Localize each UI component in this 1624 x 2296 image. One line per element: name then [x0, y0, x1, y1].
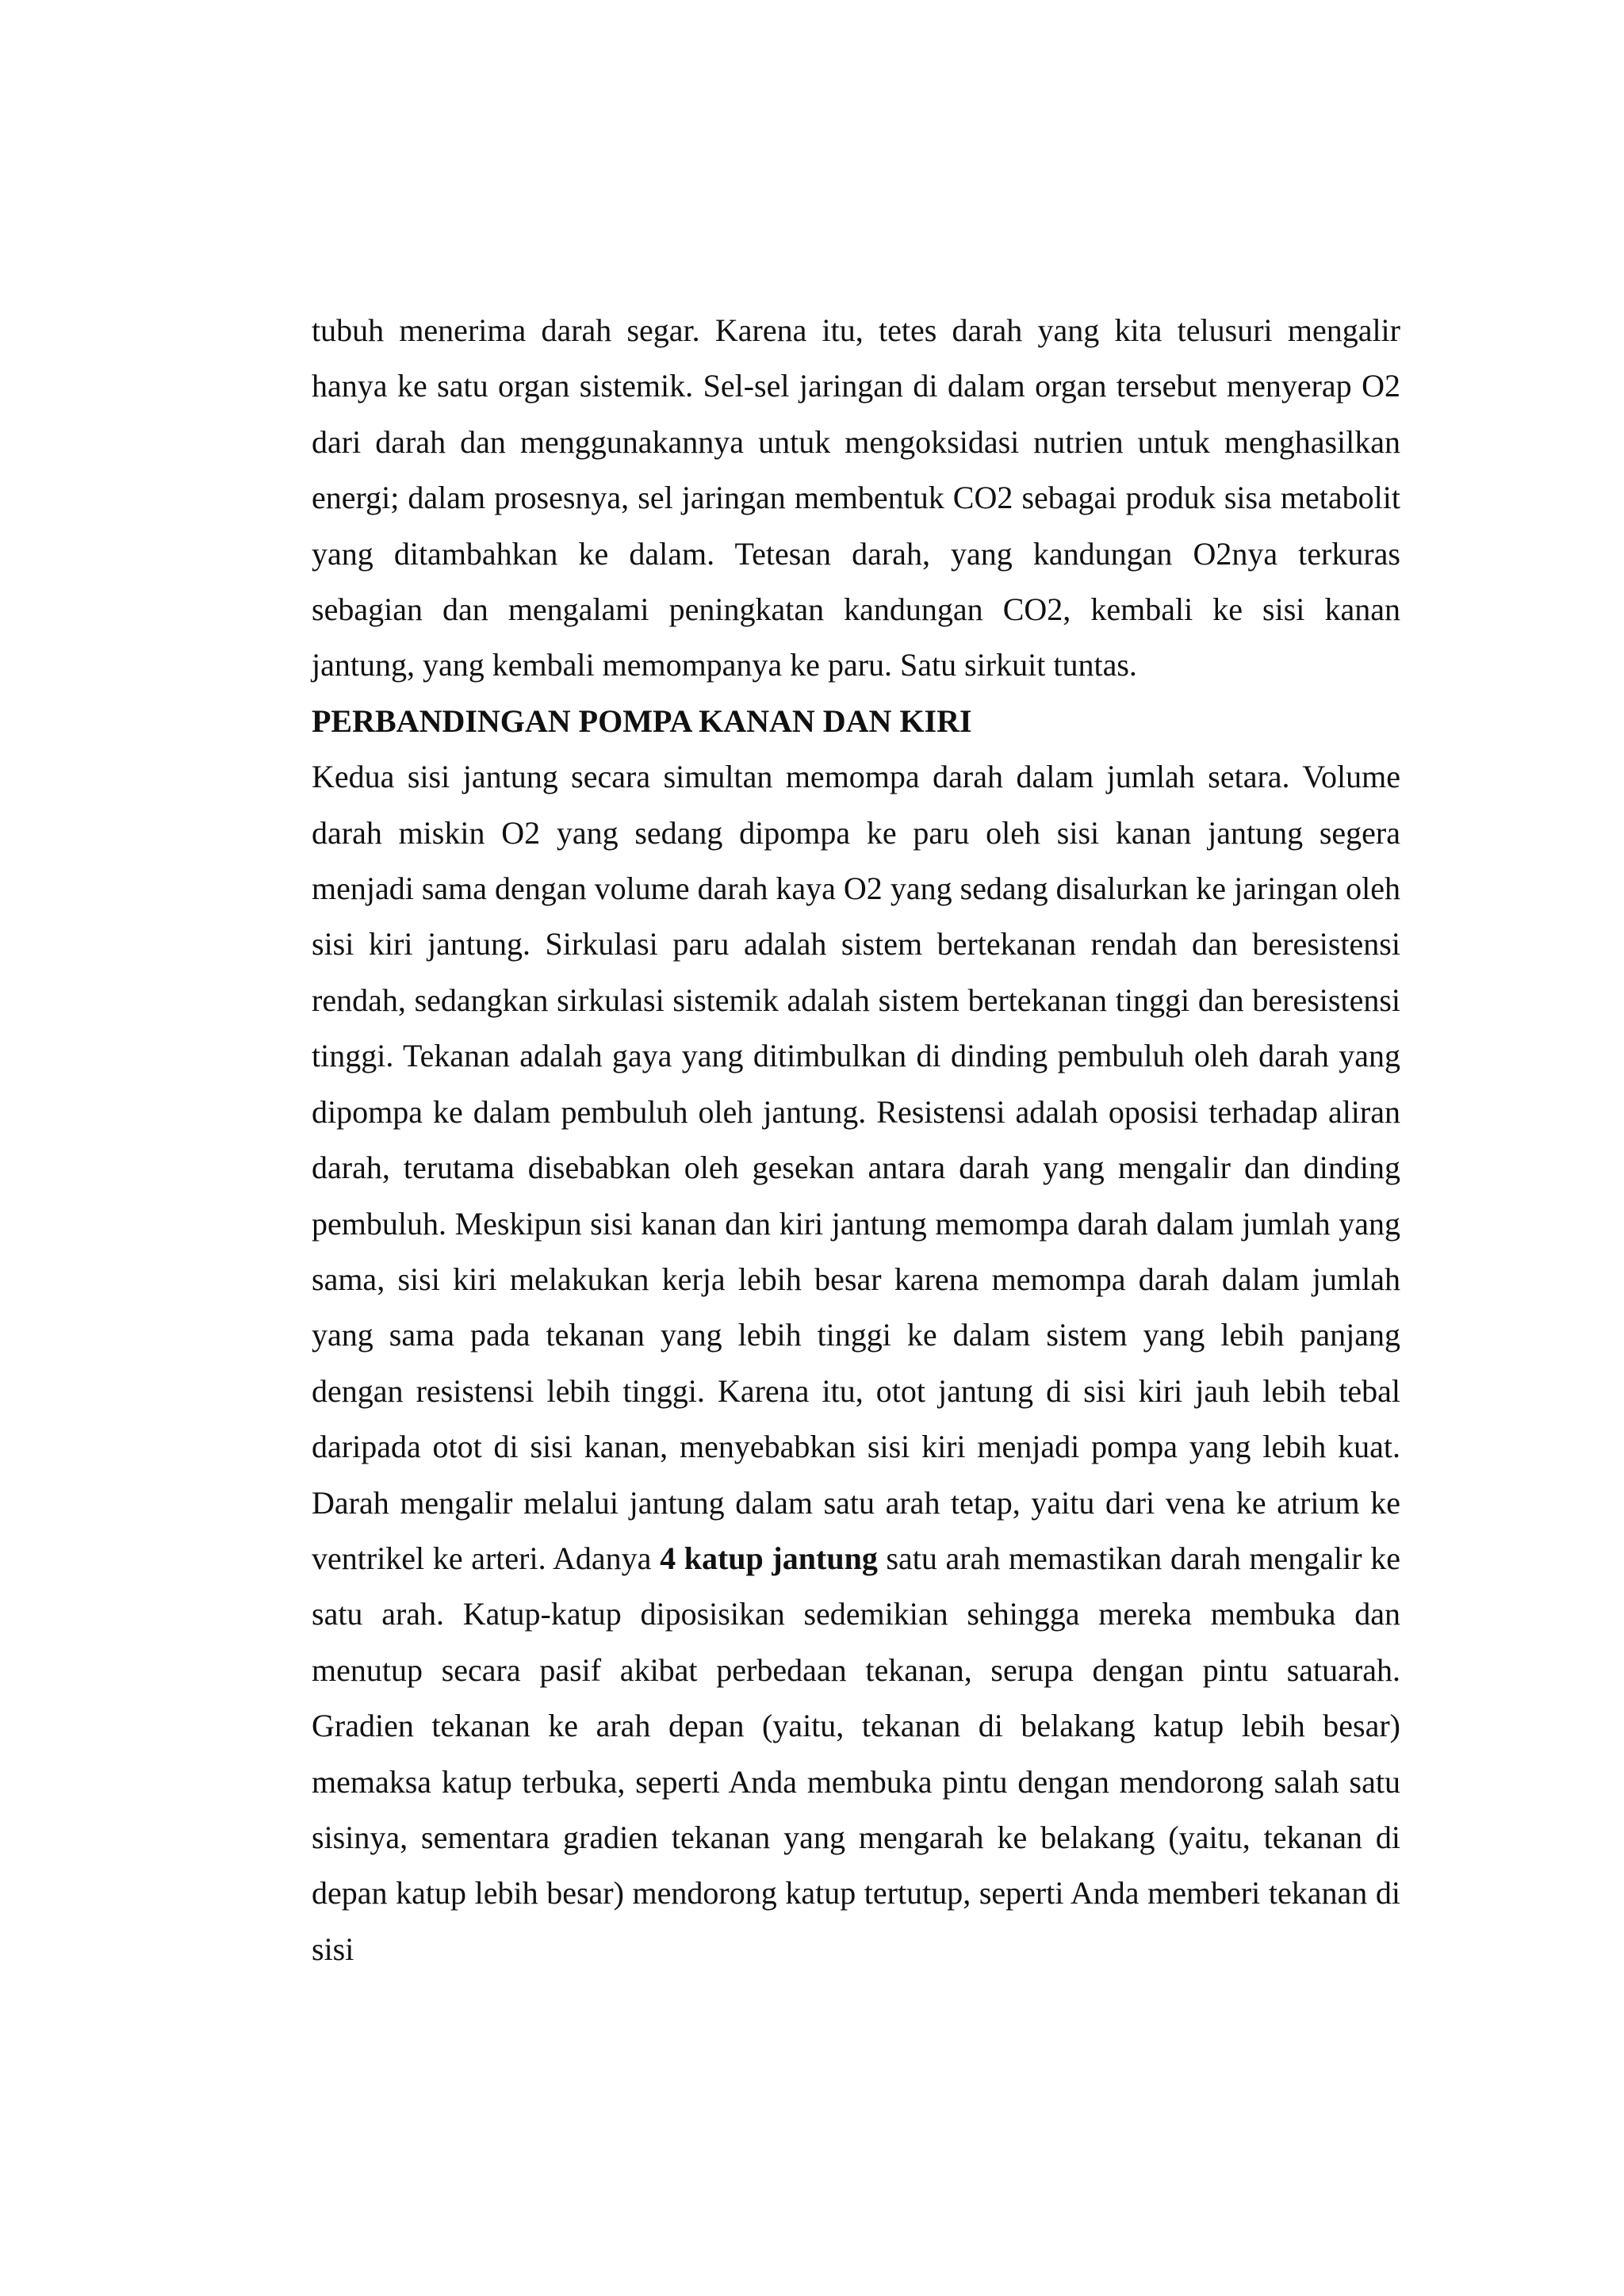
bold-term: 4 katup jantung	[660, 1540, 878, 1576]
paragraph-text-run: satu arah memastikan darah mengalir ke satu arah. Katup-katup diposisikan sedemikian sehingga mereka membuka dan menutup secara pasif akibat perbedaan tekanan, serupa dengan pintu satuarah. Gradien tekanan ke arah depan (yaitu, tekanan di belakang katup lebih besar) memaksa katup terbuka, seperti Anda membuka pintu dengan mendorong salah satu sisinya, sementara gradien tekanan yang mengarah ke belakang (yaitu, tekanan di depan katup lebih besar) mendorong katup tertutup, seperti Anda memberi tekanan di sisi	[312, 1540, 1400, 1967]
paragraph-pump-comparison	[312, 749, 1400, 1977]
paragraph-circulation: tubuh menerima darah segar. Karena itu, tetes darah yang kita telusuri mengalir hanya ke satu organ sistemik. Sel-sel jaringan di dalam organ tersebut menyerap O2 dari darah dan menggunakannya untuk mengoksidasi nutrien untuk menghasilkan energi; dalam prosesnya, sel jaringan membentuk CO2 sebagai produk sisa metabolit yang ditambahkan ke dalam. Tetesan darah, yang kandungan O2nya terkuras sebagian dan mengalami peningkatan kandungan CO2, kembali ke sisi kanan jantung, yang kembali memompanya ke paru. Satu sirkuit tuntas.	[312, 312, 1400, 683]
section-heading: PERBANDINGAN POMPA KANAN DAN KIRI	[312, 702, 972, 739]
body-text	[312, 303, 1400, 1977]
paragraph-text-run: Kedua sisi jantung secara simultan memompa darah dalam jumlah setara. Volume darah miskin O2 yang sedang dipompa ke paru oleh sisi kanan jantung segera menjadi sama dengan volume darah kaya O2 yang sedang disalurkan ke jaringan oleh sisi kiri jantung. Sirkulasi paru adalah sistem bertekanan rendah dan beresistensi rendah, sedangkan sirkulasi sistemik adalah sistem bertekanan tinggi dan beresistensi tinggi. Tekanan adalah gaya yang ditimbulkan di dinding pembuluh oleh darah yang dipompa ke dalam pembuluh oleh jantung. Resistensi adalah oposisi terhadap aliran darah, terutama disebabkan oleh gesekan antara darah yang mengalir dan dinding pembuluh. Meskipun sisi kanan dan kiri jantung memompa darah dalam jumlah yang sama, sisi kiri melakukan kerja lebih besar karena memompa darah dalam jumlah yang sama pada tekanan yang lebih tinggi ke dalam sistem yang lebih panjang dengan resistensi lebih tinggi. Karena itu, otot jantung di sisi kiri jauh lebih tebal daripada otot di sisi kanan, menyebabkan sisi kiri menjadi pompa yang lebih kuat. Darah mengalir melalui jantung dalam satu arah tetap, yaitu dari vena ke atrium ke ventrikel ke arteri. Adanya	[312, 759, 1400, 1576]
